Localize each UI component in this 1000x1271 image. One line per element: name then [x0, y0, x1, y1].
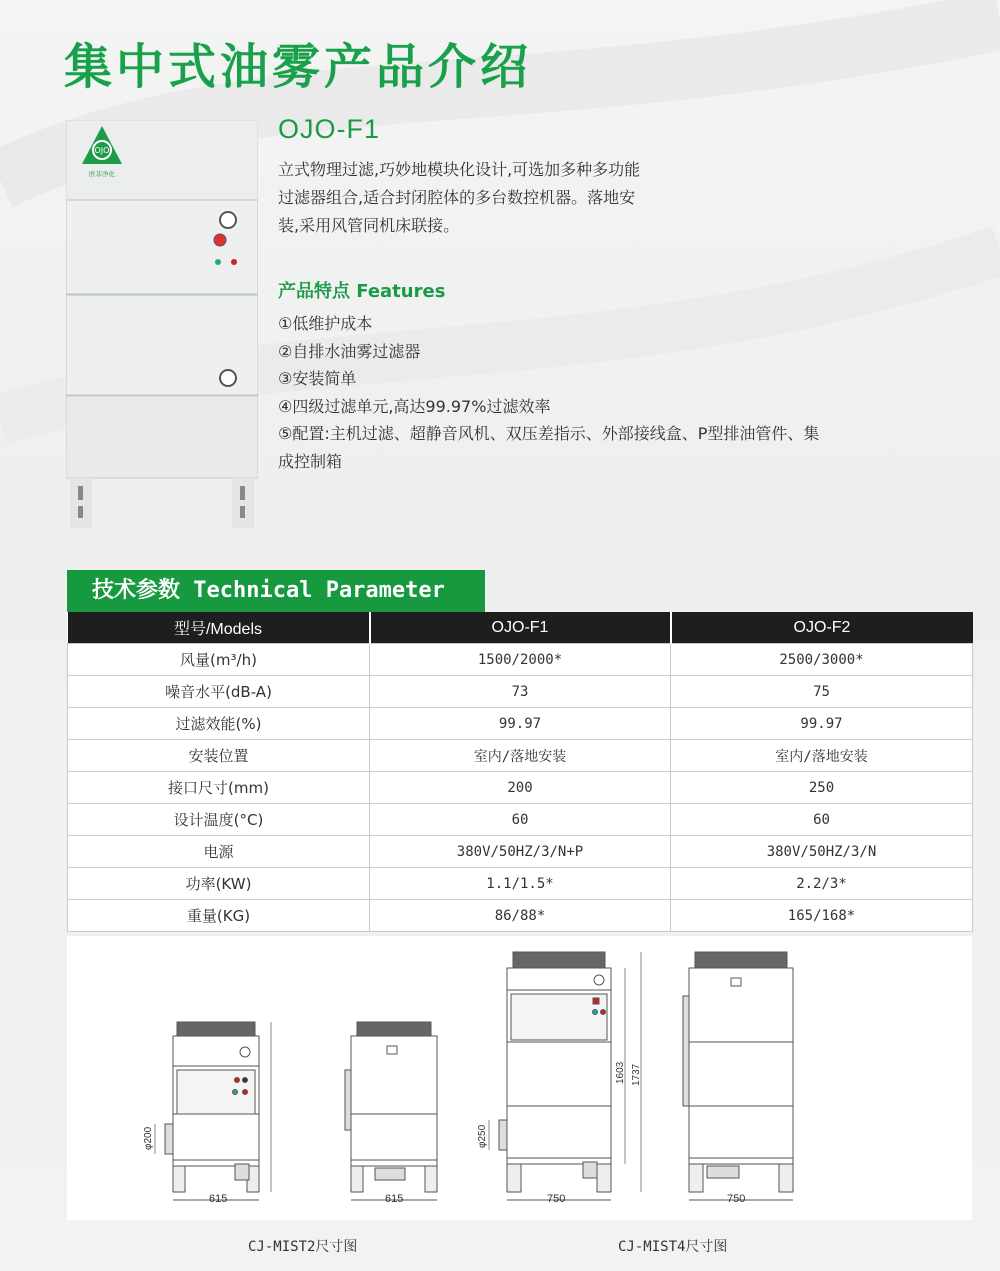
cell-f1: 99.97: [370, 708, 671, 740]
table-row: [68, 740, 973, 772]
table-row: [68, 772, 973, 804]
parameter-table: [67, 612, 973, 932]
cell-f1: 200: [370, 772, 671, 804]
mist2-front-width: 615: [209, 1193, 228, 1205]
mist4-inlet-dim: φ250: [477, 1124, 488, 1148]
dimension-drawings: [67, 936, 972, 1220]
cell-f2: 2500/3000*: [671, 644, 973, 676]
mist2-side-width: 615: [385, 1193, 404, 1205]
product-photo: [66, 120, 258, 528]
parameter-tab: 技术参数 Technical Parameter: [67, 570, 485, 612]
table-row: [68, 868, 973, 900]
table-row: [68, 836, 973, 868]
feature-item: ②自排水油雾过滤器: [278, 341, 421, 361]
feature-item: ⑤配置:主机过滤、超静音风机、双压差指示、外部接线盒、P型排油管件、集: [278, 424, 820, 443]
cell-f2: 60: [671, 804, 973, 836]
cell-f2: 99.97: [671, 708, 973, 740]
features-list: [278, 310, 918, 475]
mist4-height-inner: 1603: [615, 1061, 626, 1084]
intro-line: 立式物理过滤,巧妙地模块化设计,可选加多种多功能: [278, 160, 641, 179]
feature-item: ①低维护成本: [278, 314, 373, 333]
table-row: [68, 804, 973, 836]
row-label: 功率(KW): [68, 868, 370, 900]
row-label: 风量(m³/h): [68, 644, 370, 676]
cell-f1: 室内/落地安装: [370, 740, 671, 772]
cell-f1: 60: [370, 804, 671, 836]
table-header-row: [68, 612, 973, 644]
header-ojo-f2: OJO-F2: [671, 612, 973, 644]
mist4-side-view: [683, 952, 793, 1200]
intro-line: 过滤器组合,适合封闭腔体的多台数控机器。落地安: [278, 188, 636, 207]
table-row: [68, 900, 973, 932]
row-label: 过滤效能(%): [68, 708, 370, 740]
feature-item: ④四级过滤单元,高达99.97%过滤效率: [278, 396, 551, 416]
header-models: 型号/Models: [68, 612, 370, 644]
row-label: 重量(KG): [68, 900, 370, 932]
cell-f2: 2.2/3*: [671, 868, 973, 900]
feature-item: 成控制箱: [278, 451, 343, 471]
cell-f1: 1500/2000*: [370, 644, 671, 676]
cell-f2: 250: [671, 772, 973, 804]
feature-item: ③安装简单: [278, 369, 357, 388]
cell-f1: 73: [370, 676, 671, 708]
cell-f1: 1.1/1.5*: [370, 868, 671, 900]
logo-caption: 欧菲净化: [89, 170, 115, 178]
cell-f1: 86/88*: [370, 900, 671, 932]
table-row: [68, 644, 973, 676]
logo-text: OJO: [94, 146, 110, 155]
cell-f2: 室内/落地安装: [671, 740, 973, 772]
header-ojo-f1: OJO-F1: [370, 612, 671, 644]
row-label: 电源: [68, 836, 370, 868]
cell-f2: 75: [671, 676, 973, 708]
mist4-front-width: 750: [547, 1193, 566, 1205]
row-label: 设计温度(°C): [68, 804, 370, 836]
row-label: 安装位置: [68, 740, 370, 772]
cell-f2: 380V/50HZ/3/N: [671, 836, 973, 868]
mist4-height-outer: 1737: [631, 1063, 642, 1086]
cell-f2: 165/168*: [671, 900, 973, 932]
features-heading: 产品特点 Features: [278, 281, 446, 302]
row-label: 噪音水平(dB-A): [68, 676, 370, 708]
table-row: [68, 708, 973, 740]
row-label: 接口尺寸(mm): [68, 772, 370, 804]
model-title: OJO-F1: [278, 114, 381, 144]
page-title: 集中式油雾产品介绍: [64, 39, 533, 95]
table-row: [68, 676, 973, 708]
cell-f1: 380V/50HZ/3/N+P: [370, 836, 671, 868]
mist4-side-width: 750: [727, 1193, 746, 1205]
intro-line: 装,采用风管同机床联接。: [278, 216, 460, 235]
mist2-inlet-dim: φ200: [143, 1126, 154, 1150]
product-intro: [278, 156, 738, 240]
mist4-caption: CJ-MIST4尺寸图: [618, 1239, 728, 1255]
mist2-caption: CJ-MIST2尺寸图: [248, 1239, 358, 1255]
